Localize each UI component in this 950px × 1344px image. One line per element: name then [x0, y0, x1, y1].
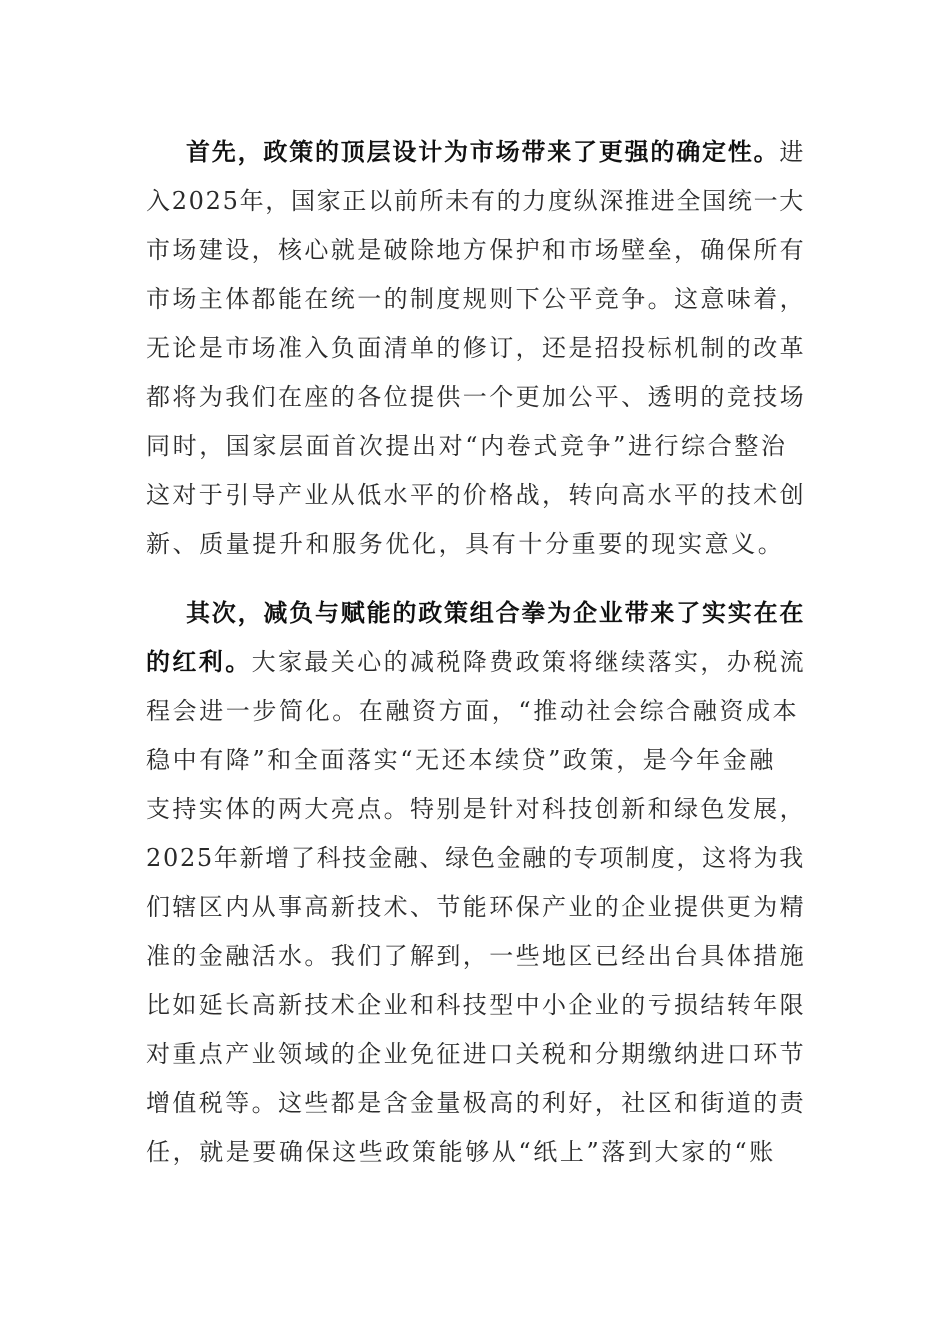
line-text: 新、质量提升和服务优化，具有十分重要的现实意义。	[146, 530, 785, 558]
line-text: 增值税等。这些都是含金量极高的利好，社区和街道的责	[146, 1089, 806, 1117]
paragraph-line	[146, 789, 806, 829]
line-text: 这对于引导产业从低水平的价格战，转向高水平的技术创	[146, 481, 806, 509]
paragraph-line	[146, 1132, 806, 1172]
paragraph-line	[146, 985, 806, 1025]
line-text: 无论是市场准入负面清单的修订，还是招投标机制的改革	[146, 334, 806, 362]
line-text: 市场建设，核心就是破除地方保护和市场壁垒，确保所有	[146, 236, 806, 264]
line-text: 任，就是要确保这些政策能够从“纸上”落到大家的“账	[146, 1138, 776, 1166]
paragraph-line	[146, 181, 806, 221]
paragraph-line	[146, 936, 806, 976]
paragraph-line	[146, 426, 806, 466]
line-text: 入2025年，国家正以前所未有的力度纵深推进全国统一大	[146, 187, 805, 215]
paragraph-line	[146, 475, 806, 515]
line-text: 支持实体的两大亮点。特别是针对科技创新和绿色发展，	[146, 795, 806, 823]
paragraph-line	[146, 230, 806, 270]
bold-lead-sentence: 其次，减负与赋能的政策组合拳为企业带来了实实在在	[186, 599, 806, 627]
line-text: 2025年新增了科技金融、绿色金融的专项制度，这将为我	[146, 844, 805, 872]
line-text: 程会进一步简化。在融资方面，“推动社会综合融资成本	[146, 697, 800, 725]
paragraph-line	[146, 740, 806, 780]
line-text: 对重点产业领域的企业免征进口关税和分期缴纳进口环节	[146, 1040, 806, 1068]
line-text: 市场主体都能在统一的制度规则下公平竞争。这意味着，	[146, 285, 806, 313]
paragraph-line	[146, 691, 806, 731]
line-text: 稳中有降”和全面落实“无还本续贷”政策，是今年金融	[146, 746, 776, 774]
line-text: 准的金融活水。我们了解到，一些地区已经出台具体措施	[146, 942, 806, 970]
paragraph-line	[146, 838, 806, 878]
line-text: 都将为我们在座的各位提供一个更加公平、透明的竞技场	[146, 383, 806, 411]
line-text: 比如延长高新技术企业和科技型中小企业的亏损结转年限	[146, 991, 806, 1019]
bold-lead-sentence: 首先，政策的顶层设计为市场带来了更强的确定性。	[186, 138, 780, 166]
paragraph-line	[186, 593, 806, 633]
paragraph-line	[186, 132, 806, 172]
line-text: 同时，国家层面首次提出对“内卷式竞争”进行综合整治	[146, 432, 788, 460]
line-text: 大家最关心的减税降费政策将继续落实，办税流	[251, 648, 807, 676]
paragraph-line	[146, 1034, 806, 1074]
line-text: 进	[779, 138, 806, 166]
paragraph-line	[146, 328, 806, 368]
paragraph-line	[146, 279, 806, 319]
paragraph-line	[146, 887, 806, 927]
paragraph-line	[146, 377, 806, 417]
bold-lead-sentence: 的红利。	[146, 648, 252, 676]
paragraph-line	[146, 524, 806, 564]
paragraph-line	[146, 1083, 806, 1123]
paragraph-line	[146, 642, 806, 682]
line-text: 们辖区内从事高新技术、节能环保产业的企业提供更为精	[146, 893, 806, 921]
